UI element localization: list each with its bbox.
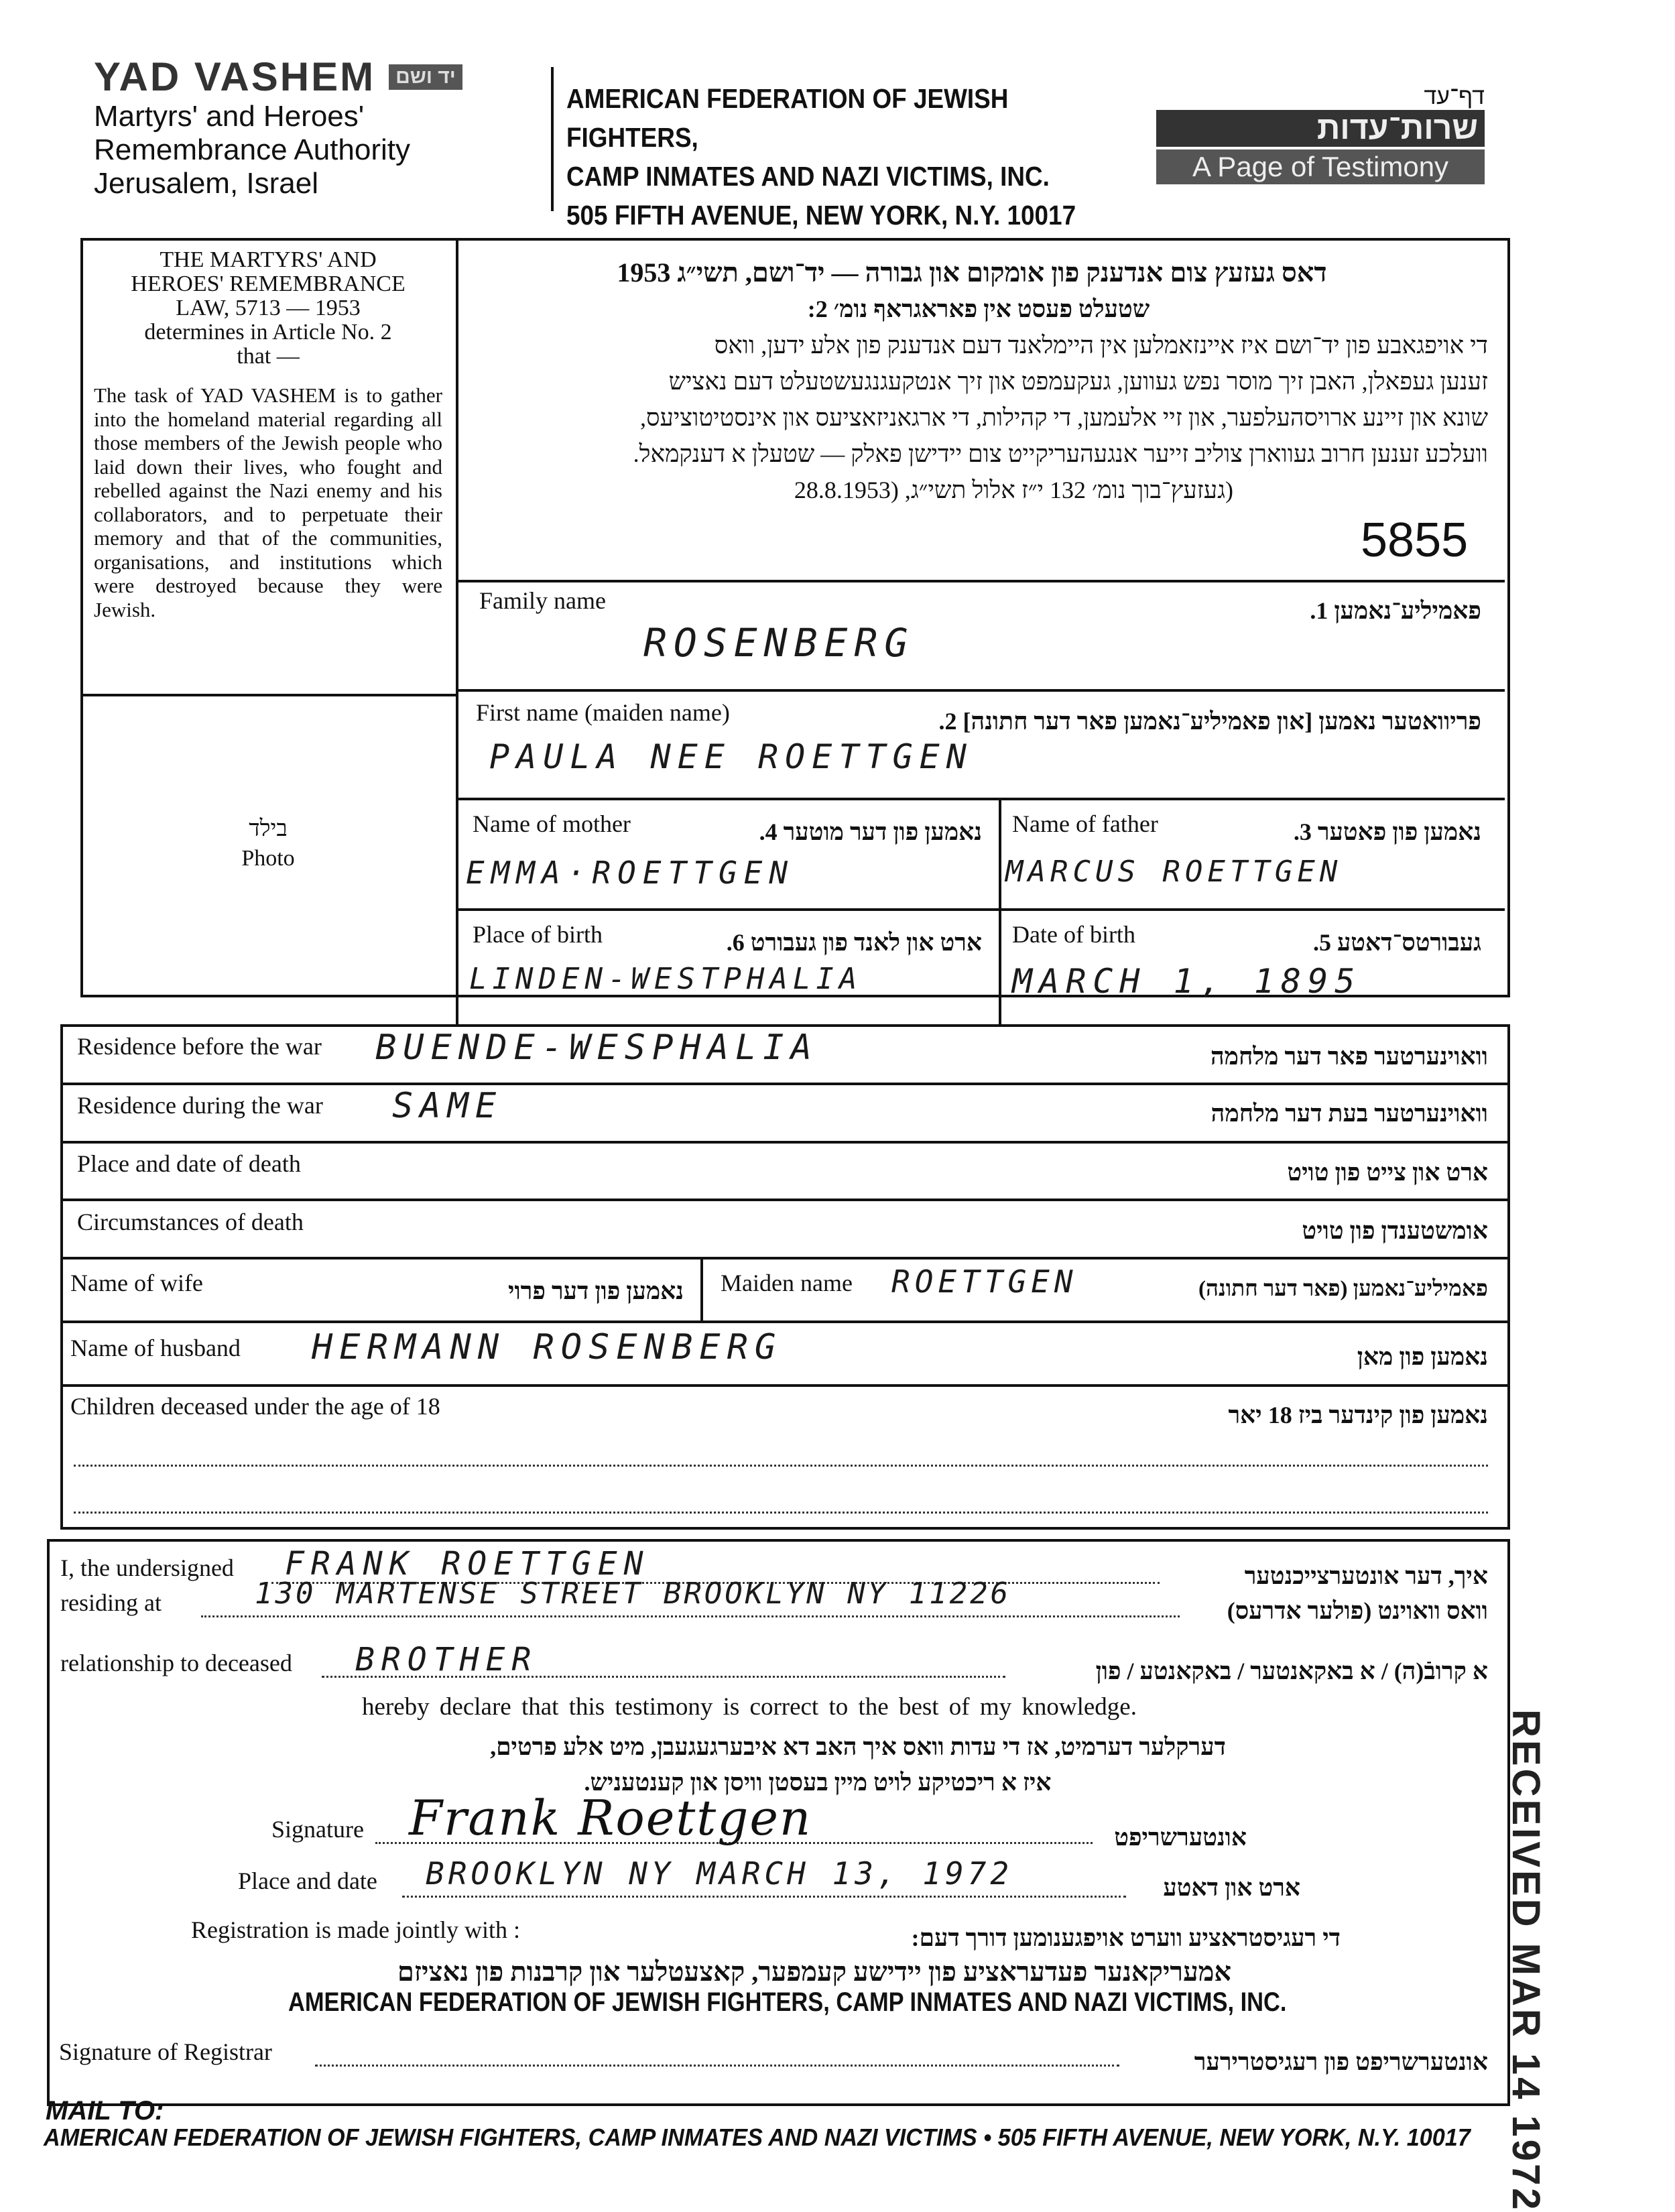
field-divider-2 bbox=[456, 689, 1505, 692]
mail-to-address: AMERICAN FEDERATION OF JEWISH FIGHTERS, CAMP INMATES AND NAZI VICTIMS • 505 FIFTH AVENUE, NEW YORK, N.Y. 10017 bbox=[44, 2124, 1471, 2151]
row-divider-1 bbox=[60, 1083, 1507, 1085]
registration-hebrew: די רעגיסטראציע ווערט אויפגענומען דורך דעם: bbox=[911, 1924, 1341, 1951]
record-number: 5855 bbox=[1361, 513, 1469, 567]
law-heb-subtitle: שטעלט פעסט אין פאראגראף נומ׳ 2: bbox=[807, 296, 1150, 322]
father-number: 3. bbox=[1293, 818, 1312, 845]
law-left-divider bbox=[80, 694, 456, 696]
first-name-hebrew bbox=[838, 707, 1481, 735]
father-value: MARCUS ROETTGEN bbox=[1005, 855, 1343, 889]
residence-during-label: Residence during the war bbox=[77, 1092, 323, 1119]
first-name-number: 2. bbox=[938, 708, 957, 735]
mother-hebrew bbox=[677, 818, 982, 846]
declare-hebrew-2: איז א ריכטיקע לויט מיין בעסטן וויסן און קענטעניש. bbox=[584, 1769, 1052, 1796]
children-line-1 bbox=[74, 1465, 1488, 1467]
residence-before-value: BUENDE-WESPHALIA bbox=[375, 1028, 818, 1068]
registration-label: Registration is made jointly with : bbox=[191, 1916, 520, 1943]
death-circumstances-hebrew: אומשטענדן פון טויט bbox=[1302, 1217, 1488, 1244]
field-divider-3 bbox=[456, 798, 1505, 800]
law-heb-body2: זענען געפאלן, האבן זיך מוסר נפש געווען, געקעמפט און זיך אנטקעגנגעשטעלט דעם נאציש bbox=[668, 368, 1488, 395]
field-divider-4 bbox=[456, 908, 1505, 911]
mother-label: Name of mother bbox=[473, 810, 631, 837]
photo-hebrew: בילד bbox=[249, 816, 288, 841]
org-name: YAD VASHEM bbox=[94, 54, 376, 99]
fed-line2: CAMP INMATES AND NAZI VICTIMS, INC. bbox=[566, 161, 1050, 192]
family-name-value: ROSENBERG bbox=[643, 620, 915, 666]
org-line1: Martyrs' and Heroes' bbox=[94, 100, 365, 133]
law-heb-title: דאס געזעץ צום אנדענק פון אומקום און גבורה — יד־ושם, תשי״ג 1953 bbox=[617, 257, 1327, 288]
wife-hebrew: נאמען פון דער פרוי bbox=[508, 1278, 684, 1304]
federation-english: AMERICAN FEDERATION OF JEWISH FIGHTERS, CAMP INMATES AND NAZI VICTIMS, INC. bbox=[288, 1987, 1287, 2017]
death-circumstances-label: Circumstances of death bbox=[77, 1209, 304, 1235]
family-name-number: 1. bbox=[1310, 597, 1328, 624]
yad-vashem-header bbox=[94, 54, 550, 200]
federation-header bbox=[566, 79, 1109, 235]
mother-number: 4. bbox=[759, 818, 778, 845]
undersigned-value: FRANK ROETTGEN bbox=[285, 1545, 650, 1583]
father-heb-label: נאמען פון פאטער bbox=[1317, 818, 1481, 845]
residence-before-label: Residence before the war bbox=[77, 1033, 322, 1060]
residing-hebrew: וואס וואוינט (פולער אדרעס) bbox=[1227, 1597, 1488, 1624]
residence-during-hebrew: וואוינערטער בעת דער מלחמה bbox=[1211, 1100, 1488, 1127]
family-name-hebrew bbox=[1139, 597, 1481, 625]
place-date-hebrew: ארט און דאטע bbox=[1163, 1874, 1300, 1901]
mother-value: EMMA·ROETTGEN bbox=[466, 855, 795, 891]
law-title3: LAW, 5713 — 1953 bbox=[176, 296, 361, 320]
law-title1: THE MARTYRS' AND bbox=[160, 247, 377, 272]
header-divider bbox=[551, 67, 554, 211]
maiden-label: Maiden name bbox=[721, 1270, 853, 1296]
date-of-birth-label: Date of birth bbox=[1012, 921, 1135, 948]
law-heb-ref: (געזעץ־בוך נומ׳ 132 י״ז אלול תשי״ג, (28.8.1953 bbox=[794, 477, 1233, 503]
relationship-value: BROTHER bbox=[355, 1641, 538, 1678]
father-hebrew bbox=[1206, 818, 1481, 846]
law-heb-body4: וועלכע זענען חרוב געווארן צוליב זייער אנגעהעריקייט צום יידישן פאלק — שטעלן א דענקמאל. bbox=[633, 440, 1488, 467]
residence-during-value: SAME bbox=[392, 1086, 503, 1126]
maiden-hebrew: פאמיליע־נאמען (פאר דער חתונה) bbox=[1198, 1277, 1488, 1301]
place-date-label: Place and date bbox=[238, 1867, 377, 1894]
father-label: Name of father bbox=[1012, 810, 1158, 837]
husband-label: Name of husband bbox=[70, 1335, 241, 1361]
signature-label: Signature bbox=[271, 1816, 364, 1843]
undersigned-hebrew: איך, דער אונטערצייכנטער bbox=[1244, 1562, 1488, 1589]
date-of-birth-hebrew bbox=[1260, 928, 1481, 957]
federation-hebrew: אמעריקאנער פעדעראציע פון יידישע קעמפער, קאצעטלער און קרבנות פון נאציזם bbox=[397, 1957, 1232, 1987]
row-divider-3 bbox=[60, 1199, 1507, 1201]
children-line-2 bbox=[74, 1512, 1488, 1514]
residence-before-hebrew: וואוינערטער פאר דער מלחמה bbox=[1210, 1043, 1488, 1070]
husband-value: HERMANN ROSENBERG bbox=[312, 1327, 783, 1367]
testimony-hebrew: שרות־עדות bbox=[1156, 110, 1485, 147]
declare-hebrew-1: דערקלער דערמיט, אז די עדות וואס איך האב דא איבערגעגעבן, מיט אלע פרטים, bbox=[490, 1733, 1226, 1760]
received-stamp: RECEIVED MAR 14 1972 bbox=[1504, 1709, 1548, 2212]
relationship-label: relationship to deceased bbox=[60, 1650, 292, 1676]
date-of-birth-number: 5. bbox=[1312, 929, 1331, 956]
wife-label: Name of wife bbox=[70, 1270, 203, 1296]
org-line3: Jerusalem, Israel bbox=[94, 167, 319, 200]
registrar-hebrew: אונטערשריפט פון רעגיסטרירער bbox=[1194, 2048, 1488, 2075]
death-place-date-label: Place and date of death bbox=[77, 1150, 301, 1177]
family-name-heb-label: פאמיליע־נאמען bbox=[1334, 597, 1481, 624]
law-title4: determines in Article No. 2 bbox=[144, 320, 392, 345]
date-of-birth-value: MARCH 1, 1895 bbox=[1012, 962, 1362, 1001]
law-title5: that — bbox=[237, 344, 300, 369]
row-divider-5 bbox=[60, 1320, 1507, 1323]
undersigned-label: I, the undersigned bbox=[60, 1554, 234, 1581]
signature-hebrew: אונטערשריפט bbox=[1114, 1824, 1247, 1851]
law-body: The task of YAD VASHEM is to gather into the homeland material regarding all those members of the Jewish people who laid down their lives, who fought and rebelled against the Nazi enemy and his collaborators, and to perpetuate their memory and that of the communities, organisations, and institutions which were destroyed because they were Jewish. bbox=[94, 383, 442, 621]
law-text-english bbox=[94, 248, 442, 621]
row-divider-2 bbox=[60, 1141, 1507, 1144]
place-date-value: BROOKLYN NY MARCH 13, 1972 bbox=[426, 1855, 1013, 1892]
mother-heb-label: נאמען פון דער מוטער bbox=[783, 818, 982, 845]
law-heb-body1: די אויפגאבע פון יד־ושם איז איינזאמלען אין היימלאנד דעם אנדענק פון אלע ידען, וואס bbox=[714, 332, 1488, 359]
law-heb-body3: שונא און זיינע ארויסהעלפער, און זיי אלעמען, די קהילות, די ארגאניזאציעס און אינסטיטוציעס, bbox=[639, 404, 1488, 431]
photo-label: Photo bbox=[241, 846, 295, 871]
field-divider-1 bbox=[456, 580, 1505, 582]
family-name-label: Family name bbox=[479, 587, 606, 614]
relationship-hebrew: א קרובֿ(ה) / א באקאנטער / באקאנטע / פון bbox=[1095, 1658, 1488, 1684]
residing-value: 130 MARTENSE STREET BROOKLYN NY 11226 bbox=[255, 1577, 1011, 1611]
place-of-birth-heb-label: ארט און לאנד פון געבורט bbox=[750, 929, 982, 956]
date-of-birth-heb-label: געבורטס־דאטע bbox=[1337, 929, 1481, 956]
registrar-line bbox=[315, 2065, 1119, 2067]
law-title2: HEROES' REMEMBRANCE bbox=[131, 271, 406, 296]
testimony-english: A Page of Testimony bbox=[1156, 149, 1485, 184]
place-of-birth-value: LINDEN-WESTPHALIA bbox=[469, 962, 863, 996]
fed-line3: 505 FIFTH AVENUE, NEW YORK, N.Y. 10017 bbox=[566, 200, 1076, 231]
registrar-label: Signature of Registrar bbox=[59, 2038, 272, 2065]
testimony-hebrew-small: דף־עד bbox=[1424, 84, 1485, 109]
place-date-line bbox=[402, 1896, 1126, 1898]
photo-area bbox=[94, 814, 442, 873]
row-divider-6 bbox=[60, 1384, 1507, 1387]
first-name-heb-label: פריוואטער נאמען [און פאמיליע־נאמען פאר דער חתונה] bbox=[963, 708, 1481, 735]
maiden-value: ROETTGEN bbox=[891, 1264, 1078, 1300]
declare-english: hereby declare that this testimony is correct to the best of my knowledge. bbox=[362, 1693, 1137, 1721]
place-of-birth-number: 6. bbox=[726, 929, 745, 956]
mail-to-label: MAIL TO: bbox=[46, 2096, 164, 2126]
org-line2: Remembrance Authority bbox=[94, 133, 410, 166]
law-text-hebrew bbox=[469, 255, 1488, 508]
husband-hebrew: נאמען פון מאן bbox=[1357, 1343, 1488, 1370]
field-divider-vertical bbox=[999, 798, 1001, 1026]
place-of-birth-hebrew bbox=[643, 928, 982, 957]
first-name-value: PAULA NEE ROETTGEN bbox=[489, 737, 973, 776]
row-divider-4 bbox=[60, 1257, 1507, 1259]
wife-maiden-divider bbox=[700, 1257, 703, 1320]
signature-value: Frank Roettgen bbox=[409, 1790, 812, 1846]
place-of-birth-label: Place of birth bbox=[473, 921, 603, 948]
residing-line bbox=[201, 1615, 1180, 1617]
children-label: Children deceased under the age of 18 bbox=[70, 1393, 440, 1420]
testimony-title bbox=[1156, 84, 1485, 184]
children-hebrew: נאמען פון קינדער ביז 18 יאר bbox=[1228, 1402, 1488, 1428]
law-box-divider bbox=[456, 238, 458, 1026]
fed-line1: AMERICAN FEDERATION OF JEWISH FIGHTERS, bbox=[566, 83, 1009, 153]
org-hebrew-logo: יד ושם bbox=[389, 64, 462, 90]
death-place-date-hebrew: ארט און צייט פון טויט bbox=[1287, 1159, 1488, 1186]
first-name-label: First name (maiden name) bbox=[476, 699, 730, 726]
residing-label: residing at bbox=[60, 1589, 162, 1616]
